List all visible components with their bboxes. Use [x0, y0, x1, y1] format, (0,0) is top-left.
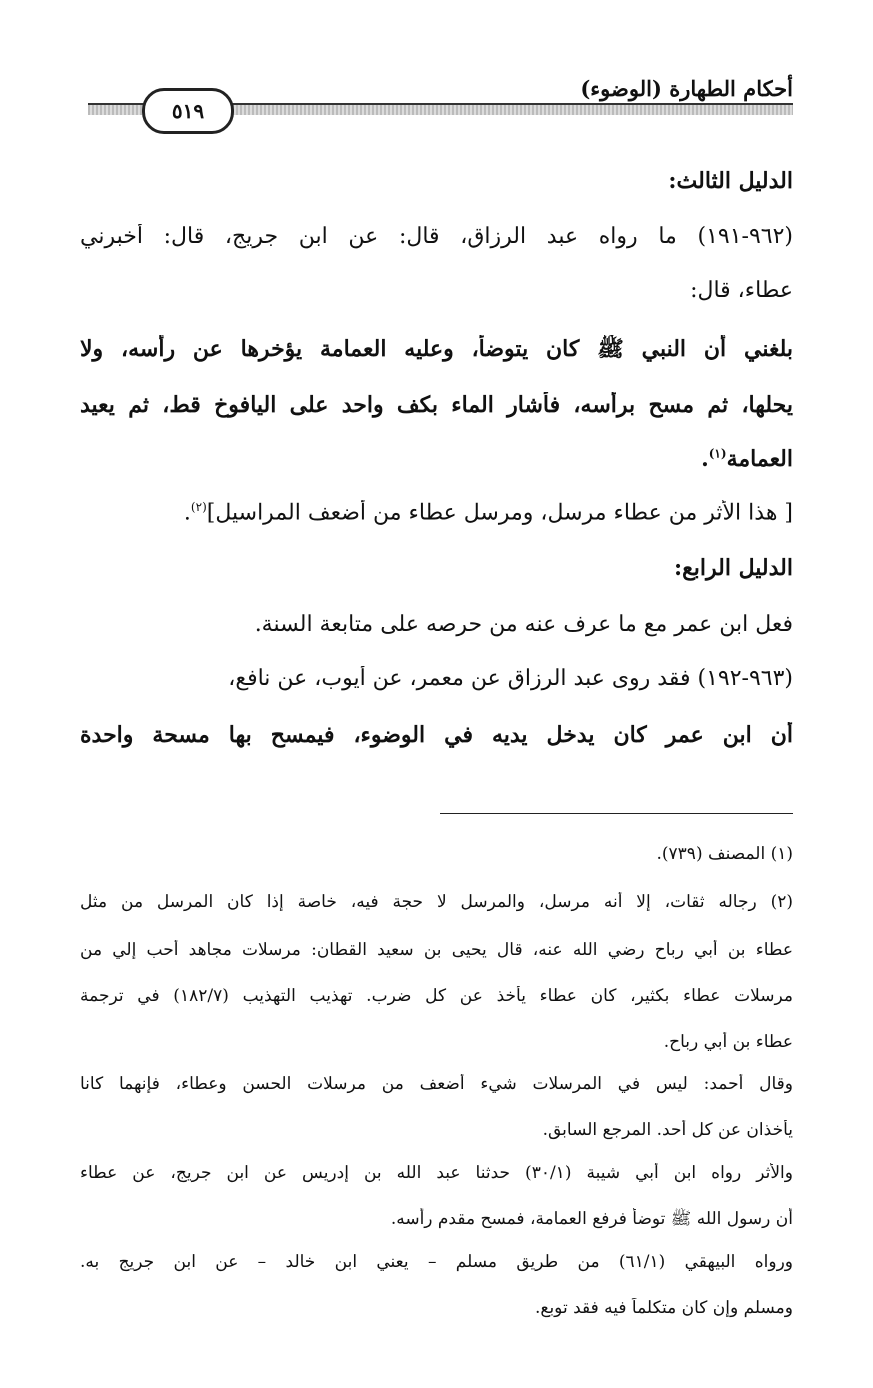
body-line: عطاء، قال:	[690, 278, 793, 303]
footnote-2-line: مرسلات عطاء بكثير، كان عطاء يأخذ عن كل ضرب. تهذيب التهذيب (١٨٢/٧) في ترجمة	[80, 986, 793, 1006]
footnote-2-line: وقال أحمد: ليس في المرسلات شيء أضعف من مرسلات الحسن وعطاء، فإنهما كانا	[80, 1074, 793, 1094]
footnote-2-line: ومسلم وإن كان متكلماً فيه فقد توبع.	[535, 1298, 793, 1318]
hadith-line-end: العمامة$^{(١)}$.	[701, 446, 793, 472]
section-heading-3: الدليل الثالث:	[668, 168, 793, 194]
body-line: (٩٦٣-١٩٢) فقد روى عبد الرزاق عن معمر، عن أيوب، عن نافع،	[228, 666, 793, 691]
section-heading-4: الدليل الرابع:	[673, 555, 793, 581]
footnote-1: (١) المصنف (٧٣٩).	[656, 844, 793, 864]
page-number: ٥١٩	[142, 88, 234, 134]
grading-text: [ هذا الأثر من عطاء مرسل، ومرسل عطاء من أضعف المراسيل]	[206, 500, 793, 526]
footnote-separator	[440, 813, 793, 814]
running-title: أحكام الطهارة (الوضوء)	[580, 76, 793, 101]
hadith-last-word: العمامة	[726, 446, 793, 472]
footnote-ref-1: (١)	[708, 446, 727, 461]
footnote-2-line: ورواه البيهقي (٦١/١) من طريق مسلم – يعني ابن خالد – عن ابن جريج به.	[80, 1252, 793, 1272]
footnote-ref-2: (٢)	[190, 500, 207, 514]
footnote-2-line: (٢) رجاله ثقات، إلا أنه مرسل، والمرسل لا حجة فيه، خاصة إذا كان المرسل من مثل	[80, 892, 793, 912]
hadith-line: يحلها، ثم مسح برأسه، فأشار الماء بكف واحد على اليافوخ قط، ثم يعيد	[80, 392, 793, 418]
hadith-line: أن ابن عمر كان يدخل يديه في الوضوء، فيمسح بها مسحة واحدة	[80, 722, 793, 748]
footnote-2-line: والأثر رواه ابن أبي شيبة (٣٠/١) حدثنا عبد الله بن إدريس عن ابن جريج، عن عطاء	[80, 1163, 793, 1183]
footnote-2-line: يأخذان عن كل أحد. المرجع السابق.	[542, 1120, 793, 1140]
hadith-line: بلغني أن النبي ﷺ كان يتوضأ، وعليه العمامة يؤخرها عن رأسه، ولا	[80, 336, 793, 362]
footnote-2-line: عطاء بن أبي رباح رضي الله عنه، قال يحيى بن سعيد القطان: مرسلات مجاهد أحب إلي من	[80, 940, 793, 960]
footnote-2-line: أن رسول الله ﷺ توضأ فرفع العمامة، فمسح مقدم رأسه.	[390, 1209, 793, 1229]
footnote-2-line: عطاء بن أبي رباح.	[663, 1032, 793, 1052]
grading-line: [ هذا الأثر من عطاء مرسل، ومرسل عطاء من أضعف المراسيل]$^{(٢)}$.	[183, 500, 793, 526]
body-line: (٩٦٢-١٩١) ما رواه عبد الرزاق، قال: عن ابن جريج، قال: أخبرني	[80, 224, 793, 249]
body-line: فعل ابن عمر مع ما عرف عنه من حرصه على متابعة السنة.	[254, 612, 793, 637]
